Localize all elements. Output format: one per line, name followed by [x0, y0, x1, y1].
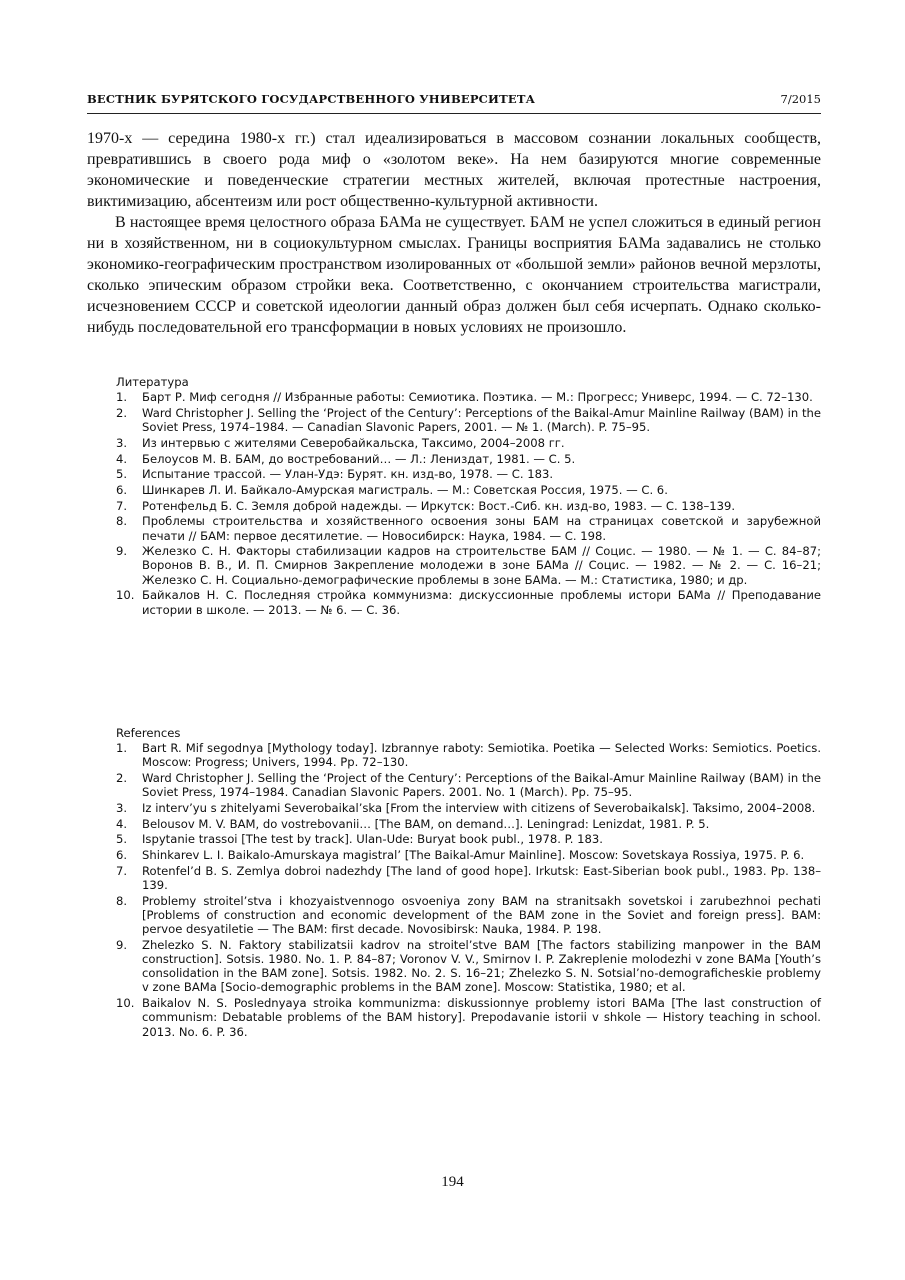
item-number: 8.: [116, 893, 128, 908]
literature-item: [116, 544, 821, 587]
item-number: 7.: [116, 498, 128, 513]
item-number: 3.: [116, 435, 128, 450]
reference-item: [116, 817, 821, 831]
item-text: Шинкарев Л. И. Байкало-Амурская магистраль. — М.: Советская Россия, 1975. — С. 6.: [142, 482, 668, 497]
item-number: 8.: [116, 514, 128, 529]
running-header: [87, 92, 821, 112]
references-heading: References: [116, 726, 181, 740]
item-text: Из интервью с жителями Северобайкальска, Таксимо, 2004–2008 гг.: [142, 435, 565, 450]
literature-item: [116, 436, 821, 450]
item-number: 6.: [116, 482, 128, 497]
item-text: Ротенфельд Б. С. Земля доброй надежды. — Иркутск: Вост.-Сиб. кн. изд-во, 1983. — С. 138–139.: [142, 498, 736, 513]
page-number: 194: [441, 1174, 464, 1190]
literature-item: [116, 452, 821, 466]
item-text: Rotenfel’d B. S. Zemlya dobroi nadezhdy [The land of good hope]. Irkutsk: East-Siberian book publ., 1983. Pp. 138–139.: [142, 863, 821, 893]
item-text: Shinkarev L. I. Baikalo-Amurskaya magistral’ [The Baikal-Amur Mainline]. Moscow: Sovetskaya Rossiya, 1975. P. 6.: [142, 848, 805, 863]
item-text: Ispytanie trassoi [The test by track]. Ulan-Ude: Buryat book publ., 1978. P. 183.: [142, 832, 603, 847]
item-text: Ward Christopher J. Selling the ‘Project of the Century’: Perceptions of the Baikal-Amur Mainline Railway (BAM) in the Soviet Press, 1974–1984. Canadian Slavonic Papers. 2001. No. 1 (March). Pp. 75–95.: [142, 771, 821, 800]
literature-item: [116, 514, 821, 542]
item-number: 9.: [116, 544, 128, 559]
item-number: 4.: [116, 816, 128, 831]
item-text: Zhelezko S. N. Faktory stabilizatsii kadrov na stroitel’stve BAM [The factors stabilizing manpower in the BAM construction]. Sotsis. 1980. No. 1. P. 84–87; Voronov V. V., Smirnov I. P. Zakreplenie molodezhi v zone BAMa [Youth’s consolidation in the BAM zone]. Sotsis. 1982. No. 2. S. 16–21; Zhelezko S. N. Sotsial’no-demograficheskie problemy v zone BAMa [Socio-demographic problems in the BAM zone]. Moscow: Statistika, 1980; et al.: [142, 937, 821, 995]
item-number: 2.: [116, 405, 128, 420]
item-number: 9.: [116, 937, 128, 952]
literature-list: [116, 390, 821, 617]
reference-item: [116, 741, 821, 769]
literature-item: [116, 467, 821, 481]
body-paragraph: В настоящее время целостного образа БАМа не существует. БАМ не успел сложиться в единый регион ни в хозяйственном, ни в социокультурном смыслах. Границы восприятия БАМа задавались не столько экономико-географическим пространством изолированных от «большой земли» районов вечной мерзлоты, сколько эпическим образом стройки века. Соответственно, с окончанием строительства магистрали, исчезновением СССР и советской идеологии данный образ должен был себя исчерпать. Однако сколько-нибудь последовательной его трансформации в новых условиях не произошло.: [87, 214, 821, 336]
reference-item: [116, 771, 821, 799]
reference-item: [116, 801, 821, 815]
item-text: Problemy stroitel’stva i khozyaistvennogo osvoeniya zony BAM na stranitsakh sovetskoi i zarubezhnoi pechati [Problems of construction and economic development of the BAM zone in the Soviet and foreign press]. BAM: pervoe desyatiletie — The BAM: first decade. Novosibirsk: Nauka, 1984. P. 198.: [142, 893, 821, 937]
item-number: 2.: [116, 771, 128, 786]
item-text: Baikalov N. S. Poslednyaya stroika kommunizma: diskussionnye problemy istori BAMa [The last construction of communism: Debatable problems of the BAM history]. Prepodavanie istorii v shkole — History teaching in school. 2013. No. 6. P. 36.: [142, 996, 821, 1039]
item-number: 10.: [116, 996, 135, 1011]
literature-heading: Литература: [116, 375, 189, 389]
item-number: 5.: [116, 832, 128, 847]
literature-item: [116, 483, 821, 497]
item-text: Байкалов Н. С. Последняя стройка коммунизма: дискуссионные проблемы истори БАМа // Преподавание истории в школе. — 2013. — № 6. — С. 36.: [142, 588, 821, 617]
journal-title: ВЕСТНИК БУРЯТСКОГО ГОСУДАРСТВЕННОГО УНИВЕРСИТЕТА: [87, 92, 536, 106]
literature-item: [116, 588, 821, 616]
references-section: [116, 726, 821, 1040]
item-text: Iz interv’yu s zhitelyami Severobaikal’ska [From the interview with citizens of Severobaikalsk]. Taksimo, 2004–2008.: [142, 801, 816, 816]
reference-item: [116, 864, 821, 892]
item-text: Барт Р. Миф сегодня // Избранные работы: Семиотика. Поэтика. — М.: Прогресс; Универс, 1994. — С. 72–130.: [142, 390, 813, 405]
references-list: [116, 741, 821, 1039]
item-number: 3.: [116, 801, 128, 816]
item-number: 4.: [116, 451, 128, 466]
reference-item: [116, 832, 821, 846]
reference-item: [116, 848, 821, 862]
literature-item: [116, 406, 821, 434]
article-body: [87, 128, 821, 338]
issue-number: 7/2015: [780, 92, 821, 106]
item-number: 10.: [116, 588, 135, 603]
item-text: Belousov M. V. BAM, do vostrebovanii… [The BAM, on demand…]. Leningrad: Lenizdat, 1981. P. 5.: [142, 816, 710, 831]
literature-section: [116, 375, 821, 618]
item-number: 1.: [116, 390, 128, 405]
header-rule: [87, 113, 821, 114]
item-text: Испытание трассой. — Улан-Удэ: Бурят. кн. изд-во, 1978. — С. 183.: [142, 467, 554, 482]
item-text: Ward Christopher J. Selling the ‘Project of the Century’: Perceptions of the Baikal-Amur Mainline Railway (BAM) in the Soviet Press, 1974–1984. — Canadian Slavonic Papers, 2001. — № 1. (March). P. 75–95.: [142, 405, 821, 435]
body-paragraph: 1970-х — середина 1980-х гг.) стал идеализироваться в массовом сознании локальных сообществ, превратившись в своего рода миф о «золотом веке». На нем базируются многие современные экономические и поведенческие стратегии местных жителей, включая протестные настроения, виктимизацию, абсентеизм или рост общественно-культурной активности.: [87, 130, 821, 210]
reference-item: [116, 996, 821, 1039]
item-number: 6.: [116, 848, 128, 863]
reference-item: [116, 894, 821, 937]
item-text: Железко С. Н. Факторы стабилизации кадров на строительстве БАМ // Социс. — 1980. — № 1. — С. 84–87; Воронов В. В., И. П. Смирнов Закрепление молодежи в зоне БАМа // Социс. — 1982. — № 2. — С. 16–21; Железко С. Н. Социально-демографические проблемы в зоне БАМа. — М.: Статистика, 1980; и др.: [142, 544, 821, 587]
literature-item: [116, 499, 821, 513]
item-text: Bart R. Mif segodnya [Mythology today]. Izbrannye raboty: Semiotika. Poetika — Selected Works: Semiotics. Poetics. Moscow: Progress; Univers, 1994. Pp. 72–130.: [142, 741, 821, 770]
item-number: 5.: [116, 467, 128, 482]
item-number: 7.: [116, 863, 128, 878]
item-text: Белоусов М. В. БАМ, до востребований… — Л.: Лениздат, 1981. — С. 5.: [142, 451, 576, 466]
item-number: 1.: [116, 741, 128, 756]
literature-item: [116, 390, 821, 404]
reference-item: [116, 938, 821, 995]
item-text: Проблемы строительства и хозяйственного освоения зоны БАМ на страницах советской и зарубежной печати // БАМ: первое десятилетие. — Новосибирск: Наука, 1984. — С. 198.: [142, 514, 821, 543]
